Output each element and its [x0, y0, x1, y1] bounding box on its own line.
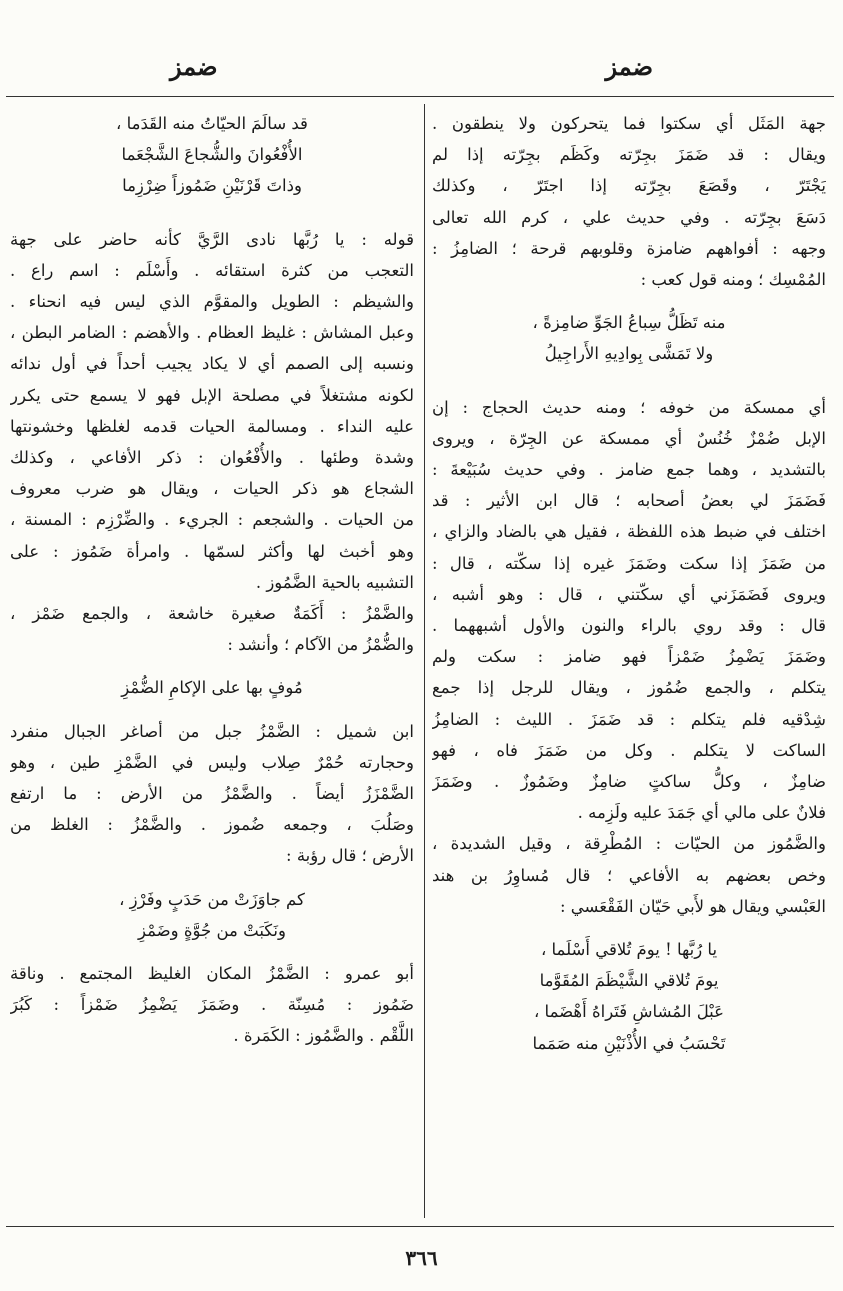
text-line: عليه النداء . ومسالمة الحيات قدمه لغلظها وخشونتها [10, 416, 414, 436]
verse-line: وذاتَ قَرْنَيْنِ ضَمُوزاً ضِرْزِما [122, 176, 302, 196]
text-line: وخص بعضهم به الأفاعي ؛ قال مُساوِرُ بن هند [432, 865, 826, 885]
text-line: لكونه مشتغلاً في مصلحة الإبل فهو لا يسمع حتى يكرر [10, 385, 414, 405]
paragraph [10, 958, 414, 1052]
text-line: فلانٌ على مالي أي جَمَدَ عليه ولَزِمه . [577, 803, 826, 823]
verse-block [10, 672, 414, 703]
verse-line: ونَكَبَتْ من جُوَّةٍ وضَمْزِ [138, 920, 286, 940]
text-line: من ضَمَزَ إذا سكت وضَمَزَ غيره إذا سكّته ، قال : [432, 553, 826, 573]
verse-line: عَبْلَ المُشاشِ فَتَراهُ أَهْضَما ، [533, 1002, 725, 1022]
text-line: ضامِزٌ ، وكلُّ ساكتٍ ضامِزٌ وضَمُوزٌ . وضَمَزَ [432, 772, 826, 792]
verse-line: يومَ تُلاقي الشَّيْظَمَ المُقَوَّما [539, 971, 719, 991]
text-line: والشيظم : الطويل والمقوَّم الذي ليس فيه انحناء . [10, 292, 414, 312]
paragraph [10, 598, 414, 660]
page-number: ٣٦٦ [405, 1246, 438, 1270]
text-line: ونسبه إلى الصمم أي لا يكاد يجيب أحداً في أول ندائه [10, 354, 414, 374]
verse-line: منه تَظَلُّ سِباعُ الجَوِّ ضامِزةً ، [532, 313, 726, 333]
text-line: الإبل ضُمْزٌ خُنُسٌ أي ممسكة عن الجِرّة ، ويروى [432, 428, 826, 448]
footer-rule [6, 1226, 834, 1227]
running-headword-left: ضمز [170, 52, 218, 81]
verse-line: مُوفٍ بها على الإكامِ الضُّمْزِ [121, 678, 303, 698]
text-line: ضَمُوز : مُسِنّة . وضَمَزَ يَضْمِزُ ضَمْزاً : كَبُرَ [10, 995, 414, 1015]
text-line: ابن شميل : الضَّمْزُ جبل من أصاغر الجبال منفرد [10, 721, 414, 741]
text-line: أبو عمرو : الضَّمْزُ المكان الغليظ المجتمع . وناقة [10, 964, 414, 984]
paragraph [10, 224, 414, 598]
text-line: يَجْتَرّ ، وقَصَعَ بجِرّته إذا اجتَرّ ، وكذلك [432, 176, 826, 196]
text-line: قوله : يا رُبَّها نادى الرَّيَّ كأنه حاضر على جهة [10, 229, 414, 249]
text-line: من الحيات . والشجعم : الجريء . والضِّرْزِم : المسنة ، [10, 510, 414, 530]
right-column [432, 108, 826, 1059]
text-line: الضَّمْزَزُ أيضاً . والضَّمْزُ من الأرض : ما ارتفع [10, 784, 414, 804]
text-line: والضُّمْزُ من الآكام ؛ وأنشد : [227, 635, 414, 655]
text-line: جهة المَثَل أي سكتوا فما يتحركون ولا ينطقون . [432, 114, 826, 133]
text-line: شِدْقيه فلم يتكلم : قد ضَمَزَ . الليث : الضامِزُ [432, 709, 826, 729]
verse-line: يا رُبَّها ! يومَ تُلاقي أَسْلَما ، [540, 940, 718, 960]
text-line: فَضَمَزَ لي بعضُ أصحابه ؛ قال ابن الأثير : قد [432, 491, 826, 511]
text-line: بالتشديد ، وهما جمع ضامز . وفي حديث سُبَيْعةَ : [432, 460, 826, 480]
text-line: وشدة وطئها . والأُفْعُوان : ذكر الأفاعي ، وكذلك [10, 448, 414, 468]
verse-block [432, 307, 826, 369]
verse-line: كم جاوَزَتْ من حَدَبٍ وفَرْزِ ، [119, 889, 305, 909]
paragraph [432, 828, 826, 922]
header-rule [6, 96, 834, 97]
text-line: العَبْسي ويقال هو لأَبي حَيّان الفَقْعَسي : [559, 896, 826, 916]
verse-line: الأُفْعُوانَ والشُّجاعَ الشَّجْعَما [121, 145, 303, 165]
verse-block [10, 884, 414, 946]
text-line: اللَّقْم . والضَّمُوز : الكَمَرة . [233, 1026, 414, 1046]
column-divider [424, 104, 425, 1218]
page-header [0, 52, 843, 92]
text-line: وحجارته حُمْرٌ صِلاب وليس في الضَّمْزِ طين ، وهو [10, 752, 414, 772]
text-line: المُمْسِك ؛ ومنه قول كعب : [640, 270, 826, 290]
paragraph [10, 716, 414, 872]
text-line: وهو أخبث لها وأكثر لسمّها . وامرأة ضَمُوز : على [10, 541, 414, 561]
running-headword-right: ضمز [605, 52, 653, 81]
text-line: والضَّمُوز من الحيّات : المُطْرِقة ، وقيل الشديدة ، [432, 834, 826, 854]
text-line: دَسَعَ بجِرّته . وفي حديث علي ، كرم الله تعالى [432, 207, 826, 227]
verse-block [10, 108, 414, 202]
text-line: وجهه : أفواههم ضامزة وقلوبهم قرحة ؛ الضامِزُ : [432, 238, 826, 258]
text-line: ويقال : قد ضَمَزَ بجِرّته وكَظَم بجِرّته إذا لم [432, 145, 826, 165]
verse-block [432, 934, 826, 1059]
text-line: وصَلُبَ ، وجمعه ضُموز . والضَّمْزُ : الغلظ من [10, 815, 414, 835]
verse-line: ولا تَمَشَّى بِوادِيهِ الأَراجِيلُ [544, 344, 714, 364]
text-line: الساكت لا يتكلم . وكل من ضَمَزَ فاه ، فهو [432, 740, 826, 760]
text-line: والضَّمْزُ : أَكَمَةٌ صغيرة خاشعة ، والجمع ضَمْز ، [10, 604, 414, 624]
text-line: الأرض ؛ قال رؤبة : [286, 846, 414, 866]
text-line: التشبيه بالحية الضَّمُوز . [255, 572, 414, 592]
text-line: الشجاع هو ذكر الحيات ، ويقال هو ضرب معروف [10, 479, 414, 499]
left-column [10, 108, 414, 1052]
text-line: يتكلم ، والجمع ضُمُوز ، ويقال للرجل إذا جمع [432, 678, 826, 698]
text-line: ويروى فَضَمَزَني أي سكّتني ، قال : وهو أشبه ، [432, 584, 826, 604]
text-line: التعجب من كثرة استقائه . وأَسْلَم : اسم راع . [10, 260, 414, 280]
verse-line: تَحْسَبُ في الأُذْنَيْنِ منه صَمَما [532, 1033, 726, 1053]
paragraph [432, 392, 826, 829]
paragraph [432, 108, 826, 295]
text-line: قال : وقد روي بالراء والنون والأول أشبههما . [432, 616, 826, 636]
text-line: وضَمَزَ يَضْمِزُ ضَمْزاً فهو ضامز : سكت ولم [432, 647, 826, 667]
verse-line: قد سالَمَ الحيّاتُ منه القَدَما ، [116, 114, 308, 133]
text-line: وعبل المشاش : غليظ العظام . والأهضم : الضامر البطن ، [10, 323, 414, 343]
text-line: اختلف في ضبط هذه اللفظة ، فقيل هي بالضاد والزاي ، [432, 522, 826, 542]
text-line: أي ممسكة من خوفه ؛ ومنه حديث الحجاج : إن [432, 397, 826, 417]
